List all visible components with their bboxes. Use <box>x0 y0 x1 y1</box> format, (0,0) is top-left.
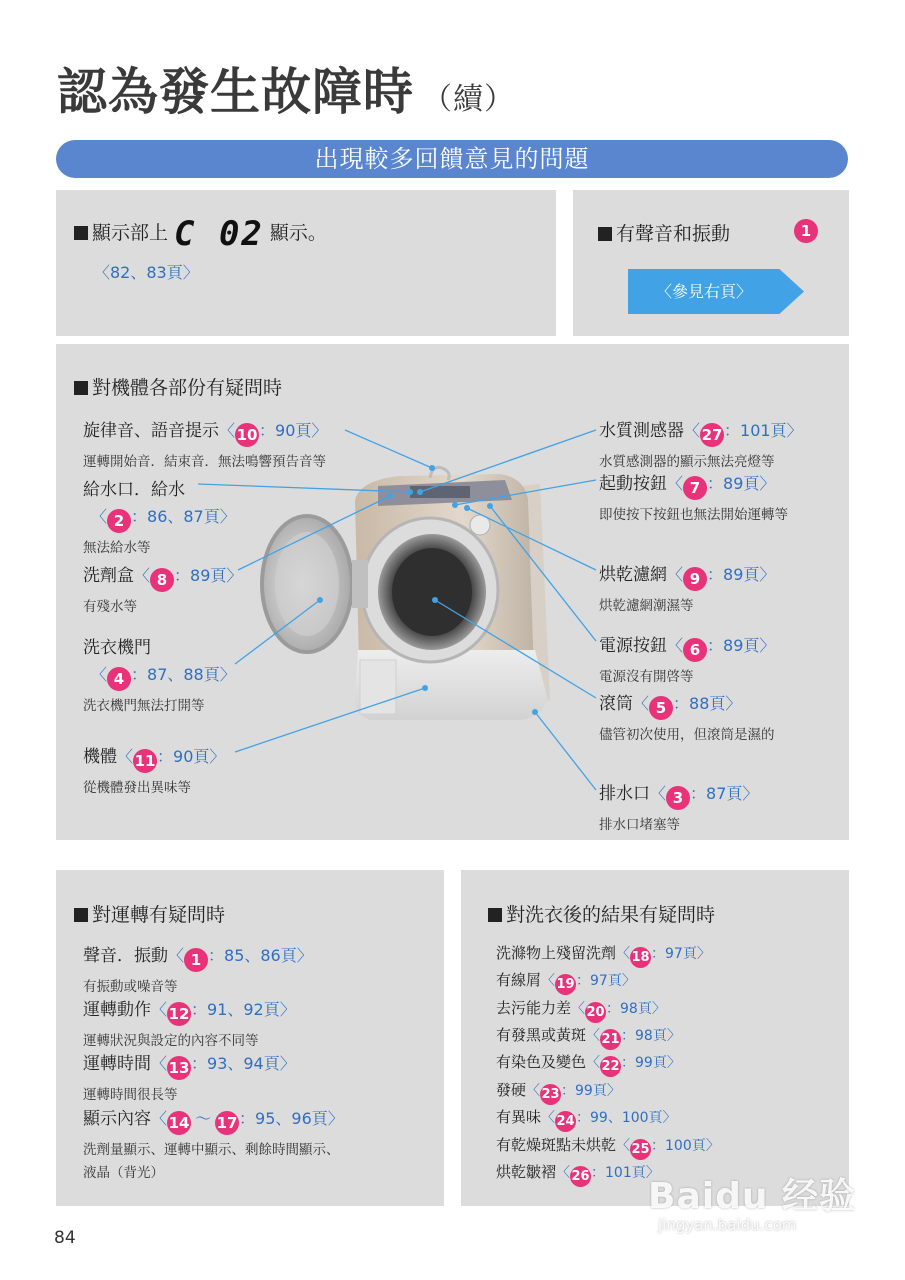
part-item-power-button <box>599 631 775 685</box>
ref-badge: 3 <box>666 786 690 810</box>
op-title: 運轉時間 <box>83 1054 151 1074</box>
part-desc: 從機體發出異味等 <box>83 780 191 796</box>
ref-text: ：87頁〉 <box>690 784 759 803</box>
ref-badge: 1 <box>184 948 208 972</box>
result-item <box>496 997 666 1023</box>
op-title: 聲音．振動 <box>83 946 168 966</box>
ref-badge: 10 <box>235 423 259 447</box>
ref-text: ：89頁〉 <box>707 474 776 493</box>
part-desc: 儘管初次使用，但滾筒是濕的 <box>599 727 775 743</box>
result-item <box>496 1051 681 1077</box>
part-title: 給水口．給水 <box>83 480 185 500</box>
part-desc: 洗衣機門無法打開等 <box>83 698 205 714</box>
part-item-body <box>83 742 225 796</box>
ref-badge: 22 <box>600 1056 621 1077</box>
ref-text: ：85、86頁〉 <box>208 946 313 965</box>
part-title: 洗衣機門 <box>83 638 151 658</box>
ref-text: ：89頁〉 <box>174 566 243 585</box>
part-title: 烘乾濾網 <box>599 565 667 585</box>
result-title: 洗滌物上殘留洗劑 <box>496 944 617 962</box>
watermark-logo: Baidu 经验 <box>648 1176 857 1217</box>
error-suffix: 顯示。 <box>269 222 327 244</box>
machine-drawing <box>262 467 550 720</box>
ref-open: 〈 <box>117 747 134 766</box>
ref-badge: 26 <box>570 1166 591 1187</box>
ref-badge: 12 <box>167 1002 191 1026</box>
ref-open: 〈 <box>616 1138 631 1154</box>
part-item-detergent-box <box>83 561 242 615</box>
part-item-drain <box>599 779 758 833</box>
page-title-main: 認為發生故障時 <box>57 63 414 121</box>
ref-badge: 20 <box>585 1002 606 1023</box>
section-banner: 出現較多回饋意見的問題 <box>56 140 848 178</box>
op-title: 顯示內容 <box>83 1109 151 1129</box>
ref-open: 〈 <box>667 474 684 493</box>
result-item <box>496 969 636 995</box>
ref-text: ：89頁〉 <box>707 636 776 655</box>
op-desc: 有振動或噪音等 <box>83 979 178 995</box>
ref-text: ：98頁〉 <box>606 1001 666 1017</box>
op-title: 運轉動作 <box>83 1000 151 1020</box>
ref-text: ：86、87頁〉 <box>131 507 236 526</box>
part-desc: 烘乾濾網潮濕等 <box>599 598 694 614</box>
part-item-melody <box>83 416 327 470</box>
part-desc: 運轉開始音．結束音．無法鳴響預告音等 <box>83 454 326 470</box>
ref-badge: 17 <box>215 1111 239 1135</box>
part-desc: 排水口堵塞等 <box>599 817 680 833</box>
result-title: 去污能力差 <box>496 999 572 1017</box>
ref-open: 〈 <box>91 665 108 684</box>
part-title: 電源按鈕 <box>599 636 667 656</box>
watermark-url: jingyan.baidu.com <box>658 1216 797 1234</box>
part-item-start-button <box>599 469 788 523</box>
ref-badge: 23 <box>540 1084 561 1105</box>
op-desc: 洗劑量顯示、運轉中顯示、剩餘時間顯示、 <box>83 1142 340 1158</box>
ref-text: ：98頁〉 <box>621 1028 681 1044</box>
part-item-drum <box>599 689 775 743</box>
part-title: 洗劑盒 <box>83 566 134 586</box>
ref-badge: 14 <box>167 1111 191 1135</box>
page-title-sub: （續） <box>422 82 515 117</box>
noise-heading-text: 有聲音和振動 <box>616 223 731 245</box>
ref-text: ：101頁〉 <box>591 1165 660 1181</box>
ref-open: 〈 <box>667 636 684 655</box>
results-heading <box>488 900 715 927</box>
ref-open: 〈 <box>667 565 684 584</box>
part-desc: 即使按下按鈕也無法開始運轉等 <box>599 507 788 523</box>
ref-open: 〈 <box>586 1028 601 1044</box>
result-title: 有染色及變色 <box>496 1053 587 1071</box>
part-title: 旋律音、語音提示 <box>83 421 219 441</box>
square-bullet-icon <box>74 908 88 922</box>
result-item <box>496 1106 677 1132</box>
noise-badge: 1 <box>794 219 818 243</box>
op-desc-2: 液晶（背光） <box>83 1165 164 1181</box>
ref-open: 〈 <box>684 421 701 440</box>
ref-badge: 8 <box>150 568 174 592</box>
ref-open: 〈 <box>586 1055 601 1071</box>
error-prefix: 顯示部上 <box>92 222 169 244</box>
part-item-door <box>83 633 236 714</box>
ref-text: ：99頁〉 <box>561 1083 621 1099</box>
ref-text: ：88頁〉 <box>673 694 742 713</box>
ref-open: 〈 <box>219 421 236 440</box>
ref-badge: 7 <box>683 476 707 500</box>
result-title: 烘乾皺褶 <box>496 1163 557 1181</box>
ref-text: ：90頁〉 <box>259 421 328 440</box>
ref-open: 〈 <box>633 694 650 713</box>
ref-open: 〈 <box>541 1110 556 1126</box>
operation-item <box>83 1104 344 1181</box>
ref-text: ：99、100頁〉 <box>576 1110 677 1126</box>
ref-badge: 6 <box>683 638 707 662</box>
ref-badge: 19 <box>555 974 576 995</box>
op-desc: 運轉時間很長等 <box>83 1087 178 1103</box>
ref-text: ：95、96頁〉 <box>239 1109 344 1128</box>
ref-badge: 9 <box>683 567 707 591</box>
ref-text: ：90頁〉 <box>157 747 226 766</box>
ref-badge: 18 <box>630 947 651 968</box>
result-title: 有線屑 <box>496 971 542 989</box>
part-desc: 無法給水等 <box>83 540 151 556</box>
part-title: 水質測感器 <box>599 421 684 441</box>
ref-open: 〈 <box>541 973 556 989</box>
ref-open: 〈 <box>91 507 108 526</box>
result-item <box>496 1161 660 1187</box>
part-title: 滾筒 <box>599 694 633 714</box>
ref-open: 〈 <box>616 946 631 962</box>
operation-heading-text: 對運轉有疑問時 <box>92 904 226 926</box>
ref-open: 〈 <box>151 1109 168 1128</box>
ref-text: ：99頁〉 <box>621 1055 681 1071</box>
ref-text: ：100頁〉 <box>651 1138 720 1154</box>
ref-badge: 5 <box>649 696 673 720</box>
part-title: 排水口 <box>599 784 650 804</box>
result-title: 有乾燥斑點未烘乾 <box>496 1136 617 1154</box>
result-item <box>496 1024 681 1050</box>
ref-badge: 11 <box>133 749 157 773</box>
ref-badge: 24 <box>555 1111 576 1132</box>
ref-text: ：101頁〉 <box>724 421 803 440</box>
ref-open: 〈 <box>526 1083 541 1099</box>
ref-badge: 4 <box>107 667 131 691</box>
result-item <box>496 942 711 968</box>
part-desc: 水質感測器的顯示無法亮燈等 <box>599 454 775 470</box>
ref-badge: 2 <box>107 509 131 533</box>
operation-item <box>83 1049 296 1103</box>
ref-badge: 25 <box>630 1139 651 1160</box>
result-title: 有異味 <box>496 1108 542 1126</box>
part-item-water-sensor <box>599 416 803 470</box>
ref-text: ：97頁〉 <box>651 946 711 962</box>
ref-open: 〈 <box>151 1054 168 1073</box>
operation-item <box>83 941 313 995</box>
machine-parts-heading-text: 對機體各部份有疑問時 <box>92 377 283 399</box>
ref-badge: 27 <box>700 423 724 447</box>
operation-heading <box>74 900 225 927</box>
ref-open: 〈 <box>571 1001 586 1017</box>
ref-badge: 21 <box>600 1029 621 1050</box>
result-item <box>496 1079 621 1105</box>
ref-text: ：93、94頁〉 <box>191 1054 296 1073</box>
result-item <box>496 1134 720 1160</box>
error-ref-text: 〈82、83頁〉 <box>94 263 199 282</box>
ref-badge: 13 <box>167 1056 191 1080</box>
ref-text: ：91、92頁〉 <box>191 1000 296 1019</box>
ref-open: 〈 <box>168 946 185 965</box>
see-right-page-label: 〈參見右頁〉 <box>655 282 752 301</box>
operation-item <box>83 995 296 1049</box>
ref-text: ：89頁〉 <box>707 565 776 584</box>
ref-open: 〈 <box>556 1165 571 1181</box>
part-item-water-inlet <box>83 475 236 556</box>
ref-open: 〈 <box>650 784 667 803</box>
ref-tilde: ～ <box>195 1109 212 1128</box>
square-bullet-icon <box>488 908 502 922</box>
result-title: 有發黑或黃斑 <box>496 1026 587 1044</box>
ref-open: 〈 <box>134 566 151 585</box>
part-title: 起動按鈕 <box>599 474 667 494</box>
error-code-display: C 02 <box>174 214 264 254</box>
part-desc: 有殘水等 <box>83 599 137 615</box>
baidu-watermark <box>640 1160 870 1240</box>
part-item-dry-filter <box>599 560 775 614</box>
op-desc: 運轉狀況與設定的內容不同等 <box>83 1033 259 1049</box>
ref-text: ：97頁〉 <box>576 973 636 989</box>
part-desc: 電源沒有開啓等 <box>599 669 694 685</box>
results-heading-text: 對洗衣後的結果有疑問時 <box>506 904 716 926</box>
ref-open: 〈 <box>151 1000 168 1019</box>
page-number: 84 <box>54 1228 76 1248</box>
result-title: 發硬 <box>496 1081 527 1099</box>
part-title: 機體 <box>83 747 117 767</box>
ref-text: ：87、88頁〉 <box>131 665 236 684</box>
